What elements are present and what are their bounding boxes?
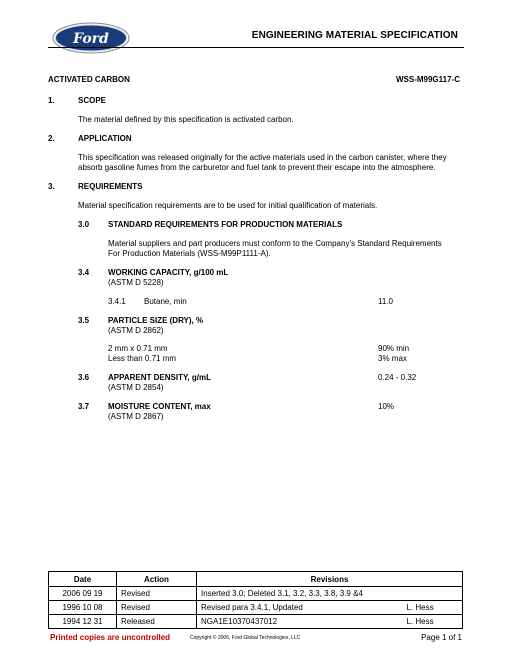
section-number-3: 3. [48, 182, 55, 191]
requirements-text: Material specification requirements are to be used for initial qualification of materials. [78, 201, 378, 210]
copyright-notice: Copyright © 2006, Ford Global Technologies, LLC [190, 635, 301, 641]
column-header-action: Action [117, 572, 197, 587]
revision-action: Revised [117, 601, 197, 615]
standard-requirements-line1: Material suppliers and part producers must conform to the Company's Standard Requirements [108, 239, 442, 248]
section-title-requirements: REQUIREMENTS [78, 182, 143, 191]
material-name: ACTIVATED CARBON [48, 75, 130, 84]
apparent-density-value: 0.24 - 0.32 [378, 373, 417, 382]
section-number-3-0: 3.0 [78, 220, 90, 229]
section-number-3-4: 3.4 [78, 268, 90, 277]
section-title-particle-size: PARTICLE SIZE (DRY), % [108, 316, 204, 325]
particle-size-row2-value: 3% max [378, 354, 407, 363]
subsection-number-3-4-1: 3.4.1 [108, 297, 126, 306]
application-text-line2: absorb gasoline fumes from the carburetor and fuel tank to prevent their escape into the atmosphere. [78, 163, 436, 172]
revision-author: L. Hess [403, 601, 463, 615]
section-number-3-7: 3.7 [78, 402, 90, 411]
revision-date: 1996 10 08 [49, 601, 117, 615]
scope-text: The material defined by this specification is activated carbon. [78, 115, 294, 124]
revision-author: L. Hess [403, 615, 463, 629]
table-row [49, 615, 463, 629]
working-capacity-method: (ASTM D 5228) [108, 278, 164, 287]
document-title: ENGINEERING MATERIAL SPECIFICATION [251, 30, 458, 41]
apparent-density-method: (ASTM D 2854) [108, 383, 164, 392]
revision-text: Inserted 3.0; Deleted 3.1, 3.2, 3.3, 3.8, 3.9 &4 [197, 587, 463, 601]
page-number: Page 1 of 1 [421, 633, 462, 642]
section-title-standard-requirements: STANDARD REQUIREMENTS FOR PRODUCTION MATERIALS [108, 220, 343, 229]
section-number-1: 1. [48, 96, 55, 105]
column-header-revisions: Revisions [197, 572, 463, 587]
moisture-content-value: 10% [378, 402, 395, 411]
section-title-working-capacity: WORKING CAPACITY, g/100 mL [108, 268, 229, 277]
section-title-moisture-content: MOISTURE CONTENT, max [108, 402, 211, 411]
revision-date: 1994 12 31 [49, 615, 117, 629]
revision-action: Revised [117, 587, 197, 601]
header-divider [48, 47, 464, 48]
section-title-application: APPLICATION [78, 134, 132, 143]
revision-text: Revised para 3.4.1, Updated [197, 601, 403, 615]
uncontrolled-notice: Printed copies are uncontrolled [50, 633, 171, 642]
revision-table [48, 571, 463, 629]
butane-label: Butane, min [144, 297, 187, 306]
ford-logo-text: Ford [73, 31, 109, 47]
spec-number: WSS-M99G117-C [395, 75, 460, 84]
application-text-line1: This specification was released originally for the active materials used in the carbon canister, where they [78, 153, 447, 162]
particle-size-row2-label: Less than 0.71 mm [108, 354, 177, 363]
section-title-scope: SCOPE [78, 96, 107, 105]
table-row [49, 601, 463, 615]
section-title-apparent-density: APPARENT DENSITY, g/mL [108, 373, 211, 382]
section-number-3-5: 3.5 [78, 316, 90, 325]
section-number-3-6: 3.6 [78, 373, 90, 382]
column-header-date: Date [49, 572, 117, 587]
particle-size-row1-value: 90% min [378, 344, 410, 353]
revision-text: NGA1E10370437012 [197, 615, 403, 629]
particle-size-method: (ASTM D 2862) [108, 326, 164, 335]
moisture-content-method: (ASTM D 2867) [108, 412, 164, 421]
table-row [49, 587, 463, 601]
section-number-2: 2. [48, 134, 55, 143]
particle-size-row1-label: 2 mm x 0.71 mm [108, 344, 168, 353]
revision-action: Released [117, 615, 197, 629]
standard-requirements-line2: For Production Materials (WSS-M99P1111-A). [108, 249, 271, 258]
ford-logo [52, 22, 130, 54]
butane-value: 11.0 [378, 297, 393, 306]
revision-date: 2006 09 19 [49, 587, 117, 601]
revision-table-header-row [49, 572, 463, 587]
